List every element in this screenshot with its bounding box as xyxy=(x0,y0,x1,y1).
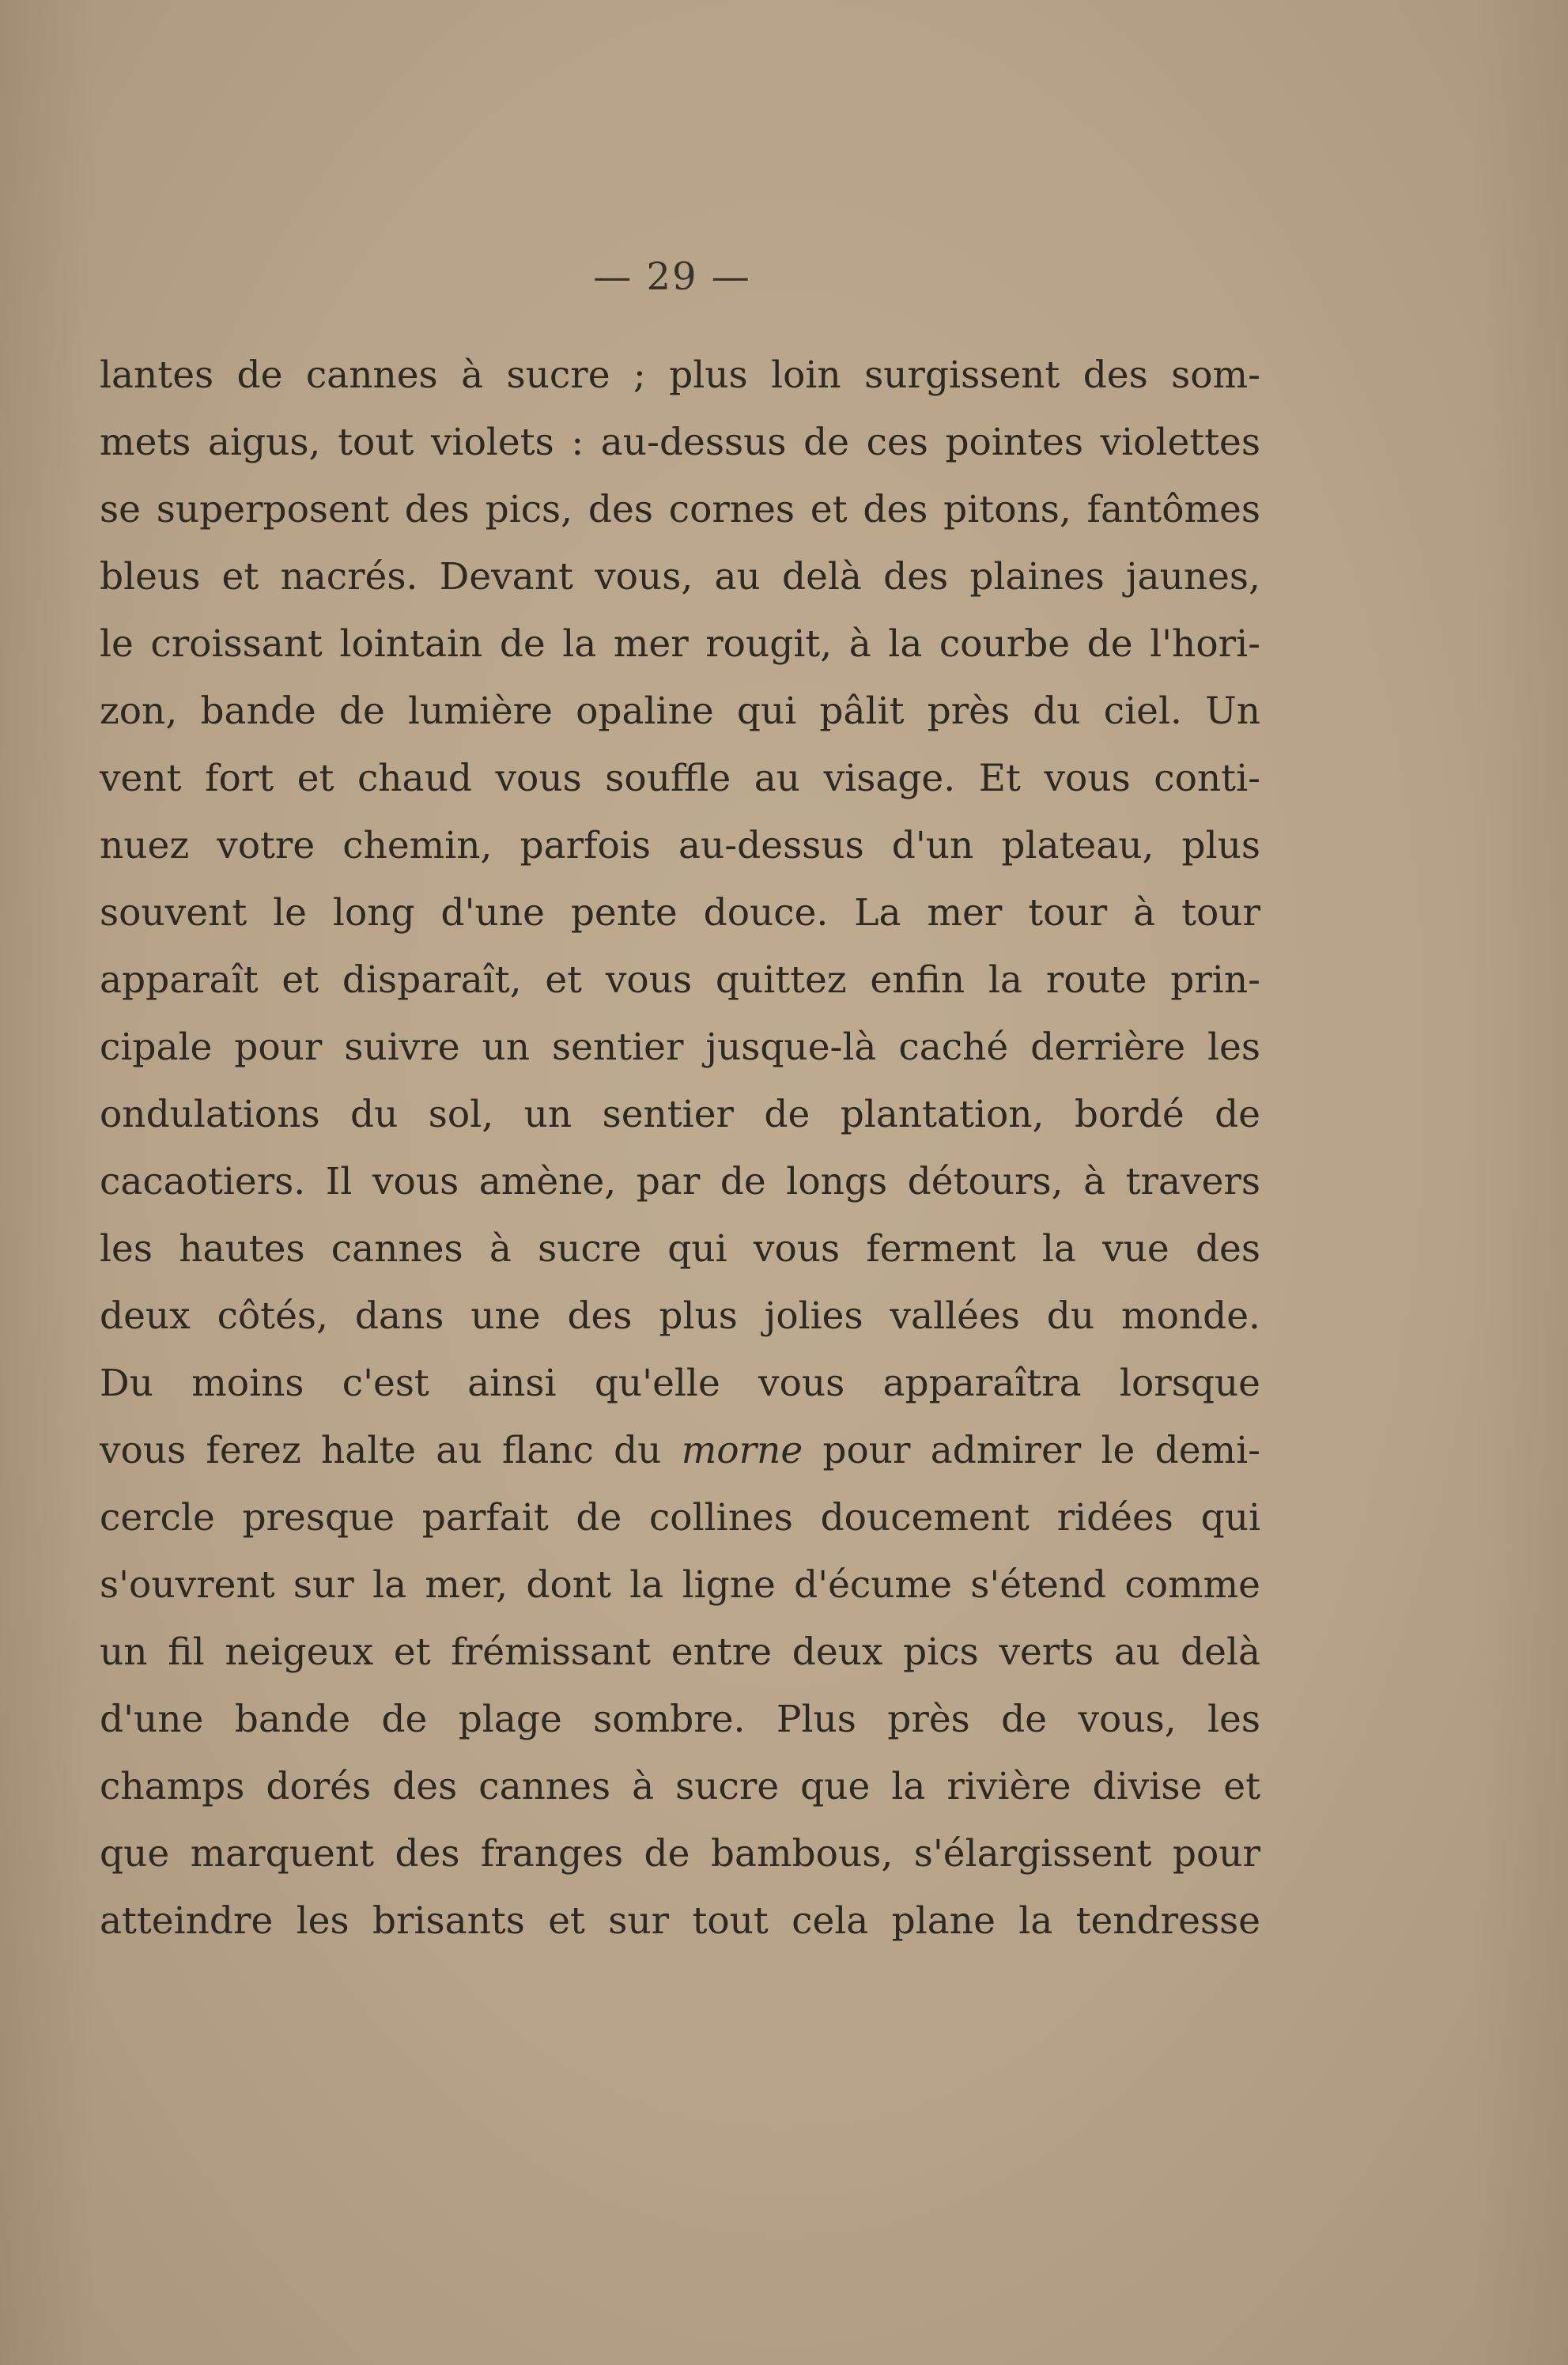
italic-word: morne xyxy=(681,1429,803,1472)
text-line: mets aigus, tout violets : au-dessus de ces pointes violettes xyxy=(100,421,1260,464)
text-line: zon, bande de lumière opaline qui pâlit près du ciel. Un xyxy=(100,689,1260,733)
text-line: champs dorés des cannes à sucre que la rivière divise et xyxy=(100,1765,1260,1808)
text-line: cacaotiers. Il vous amène, par de longs détours, à travers xyxy=(100,1160,1260,1203)
text-line: que marquent des franges de bambous, s'élargissent pour xyxy=(100,1832,1260,1876)
text-line: apparaît et disparaît, et vous quittez enfin la route prin- xyxy=(100,958,1260,1002)
text-line-with-italic xyxy=(100,1417,1260,1484)
text-segment: vous ferez halte au flanc du xyxy=(100,1429,682,1472)
text-line: cercle presque parfait de collines doucement ridées qui xyxy=(100,1496,1260,1540)
page-number: — 29 — xyxy=(593,255,751,299)
text-line: bleus et nacrés. Devant vous, au delà des plaines jaunes, xyxy=(100,555,1260,599)
body-text xyxy=(100,342,1260,1955)
text-line: atteindre les brisants et sur tout cela plane la tendresse xyxy=(100,1899,1260,1943)
text-line: vent fort et chaud vous souffle au visage. Et vous conti- xyxy=(100,757,1260,800)
text-line: d'une bande de plage sombre. Plus près de vous, les xyxy=(100,1698,1260,1741)
text-line: nuez votre chemin, parfois au-dessus d'un plateau, plus xyxy=(100,824,1260,867)
text-line: deux côtés, dans une des plus jolies vallées du monde. xyxy=(100,1294,1260,1338)
text-line: cipale pour suivre un sentier jusque-là caché derrière les xyxy=(100,1026,1260,1069)
text-line: ondulations du sol, un sentier de plantation, bordé de xyxy=(100,1093,1260,1136)
text-line: un fil neigeux et frémissant entre deux pics verts au delà xyxy=(100,1630,1260,1674)
text-line: les hautes cannes à sucre qui vous ferment la vue des xyxy=(100,1227,1260,1271)
text-line: souvent le long d'une pente douce. La mer tour à tour xyxy=(100,891,1260,935)
text-line: Du moins c'est ainsi qu'elle vous apparaîtra lorsque xyxy=(100,1362,1260,1405)
text-line: lantes de cannes à sucre ; plus loin surgissent des som- xyxy=(100,353,1260,397)
text-line: s'ouvrent sur la mer, dont la ligne d'écume s'étend comme xyxy=(100,1563,1260,1607)
text-line: le croissant lointain de la mer rougit, à la courbe de l'hori- xyxy=(100,622,1260,666)
text-segment: pour admirer le demi- xyxy=(803,1429,1260,1472)
text-line: se superposent des pics, des cornes et des pitons, fantômes xyxy=(100,488,1260,531)
